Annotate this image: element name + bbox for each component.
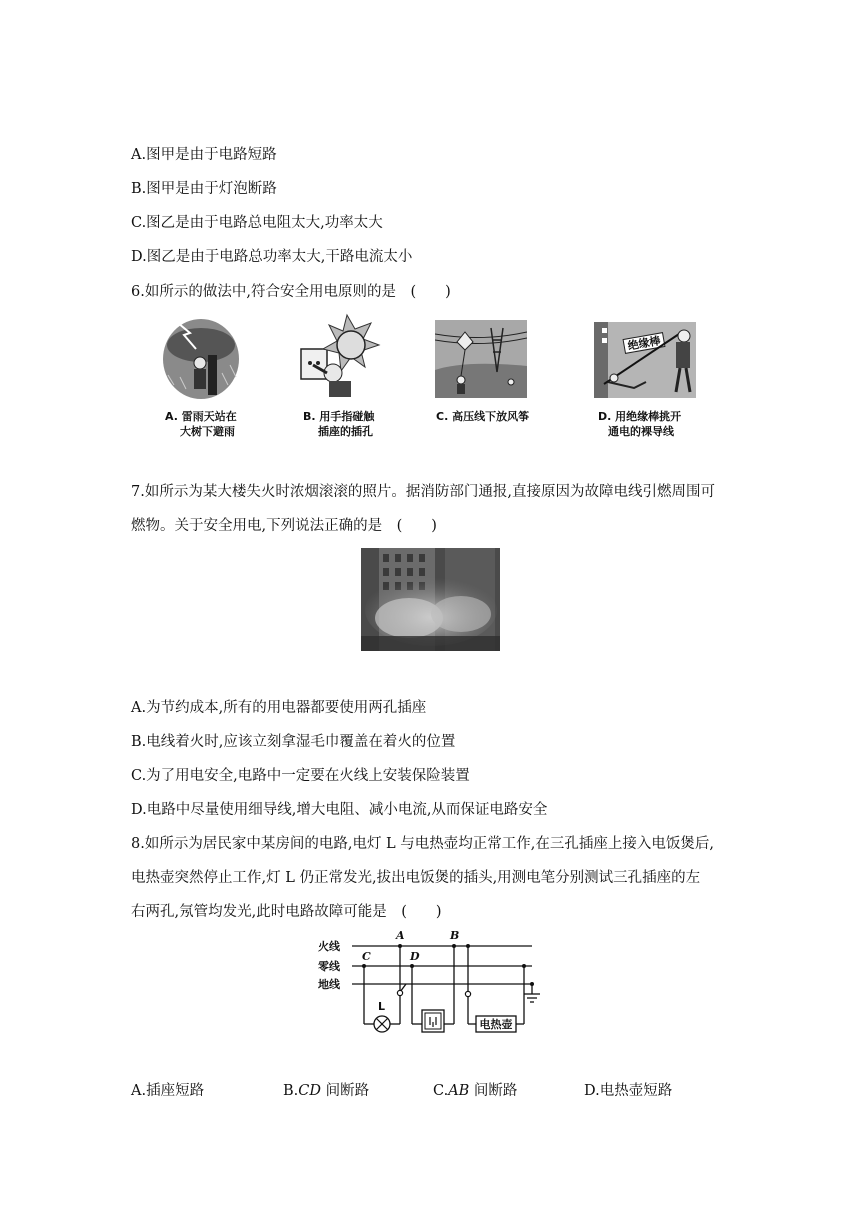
q8-option-a: A.插座短路: [131, 1083, 205, 1099]
q5-option-b: B.图甲是由于灯泡断路: [131, 181, 277, 197]
picture-c-caption-1: C. 高压线下放风筝: [436, 410, 530, 423]
q7-stem-line-1: 7.如所示为某大楼失火时浓烟滚滚的照片。据消防部门通报,直接原因为故障电线引燃周围可: [131, 484, 715, 500]
q5-option-d: D.图乙是由于电路总功率太大,干路电流太小: [131, 249, 413, 265]
picture-a-caption-2: 大树下避雨: [180, 425, 235, 438]
q5-option-c: C.图乙是由于电路总电阻太大,功率太大: [131, 215, 383, 231]
point-c-label: C: [362, 950, 371, 963]
picture-b-finger-in-socket: [299, 313, 383, 401]
lamp-label: L: [378, 1000, 386, 1013]
point-d-label: D: [410, 950, 420, 963]
q7-option-a: A.为节约成本,所有的用电器都要使用两孔插座: [131, 700, 427, 716]
live-wire-label: 火线: [318, 940, 340, 953]
q8-stem-line-3: 右两孔,氖管均发光,此时电路故障可能是 ( ): [131, 904, 442, 920]
q8-option-b: B.CD 间断路: [283, 1083, 370, 1099]
circuit-diagram: [316, 926, 550, 1038]
picture-b-caption-1: B. 用手指碰触: [303, 410, 375, 423]
q8-option-c: C.AB 间断路: [433, 1083, 518, 1099]
picture-a-tree-in-storm: [160, 315, 242, 401]
picture-b-caption-2: 插座的插孔: [318, 425, 373, 438]
picture-c-kite-under-power-line: [435, 320, 527, 398]
q7-option-b: B.电线着火时,应该立刻拿湿毛巾覆盖在着火的位置: [131, 734, 456, 750]
picture-d-insulated-rod: [594, 322, 696, 398]
kettle-label: 电热壶: [479, 1018, 513, 1031]
q7-option-c: C.为了用电安全,电路中一定要在火线上安装保险装置: [131, 768, 470, 784]
building-fire-photo: [361, 548, 500, 651]
picture-d-caption-1: D. 用绝缘棒挑开: [598, 410, 682, 423]
point-a-label: A: [396, 929, 405, 942]
picture-a-caption-1: A. 雷雨天站在: [165, 410, 237, 423]
point-b-label: B: [450, 929, 460, 942]
q8-stem-line-1: 8.如所示为居民家中某房间的电路,电灯 L 与电热壶均正常工作,在三孔插座上接入电饭煲后,: [131, 836, 715, 852]
neutral-wire-label: 零线: [318, 960, 340, 973]
insulated-rod-sign: 绝缘棒: [626, 334, 662, 353]
picture-d-caption-2: 通电的裸导线: [608, 425, 674, 438]
q5-option-a: A.图甲是由于电路短路: [131, 147, 277, 163]
q7-stem-line-2: 燃物。关于安全用电,下列说法正确的是 ( ): [131, 518, 437, 534]
ground-wire-label: 地线: [318, 978, 340, 991]
q7-option-d: D.电路中尽量使用细导线,增大电阻、减小电流,从而保证电路安全: [131, 802, 548, 818]
q8-option-d: D.电热壶短路: [584, 1083, 673, 1099]
q6-stem: 6.如所示的做法中,符合安全用电原则的是 ( ): [131, 284, 451, 300]
q8-stem-line-2: 电热壶突然停止工作,灯 L 仍正常发光,拔出电饭煲的插头,用测电笔分别测试三孔插座的左: [131, 870, 701, 886]
